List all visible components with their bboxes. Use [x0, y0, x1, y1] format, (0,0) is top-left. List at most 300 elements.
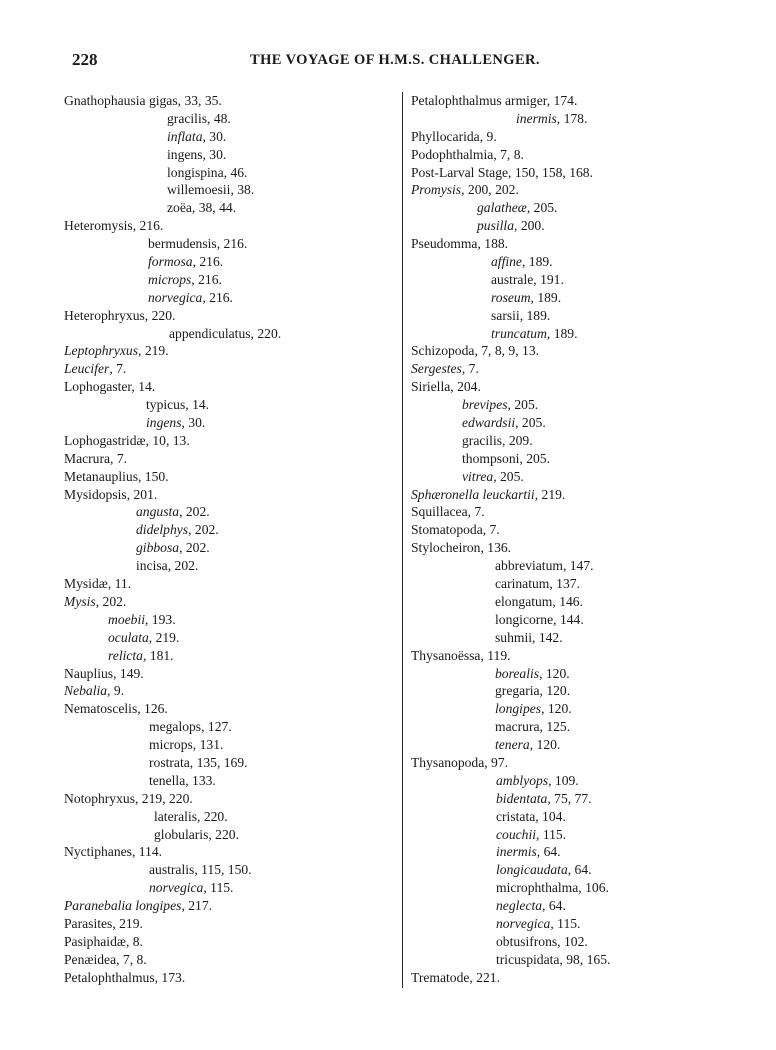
index-term: oculata [108, 629, 149, 645]
index-pages: , 191. [533, 271, 564, 287]
index-term: Notophryxus [64, 790, 135, 806]
index-term: Schizopoda [411, 343, 475, 359]
index-term: didelphys [136, 522, 189, 538]
index-pages: , 11. [107, 576, 132, 592]
index-term: inermis [496, 844, 537, 860]
index-pages: , 205. [526, 200, 558, 216]
index-pages: , 7. [467, 504, 485, 520]
column-divider [402, 92, 403, 988]
index-term: australis [149, 862, 195, 878]
index-pages: , 9. [479, 128, 497, 144]
index-entry [411, 557, 731, 575]
index-entry [64, 808, 394, 826]
index-pages: , 7, 8. [493, 146, 524, 162]
index-pages: , 106. [578, 880, 609, 896]
index-term: Parasites [64, 915, 113, 931]
index-entry [64, 503, 394, 521]
index-pages: , 216. [191, 271, 222, 287]
index-pages: , 135, 169. [189, 754, 248, 770]
index-pages: , 217. [181, 898, 213, 914]
index-entry [411, 772, 731, 790]
index-entry [411, 790, 731, 808]
index-pages: , 204. [450, 379, 481, 395]
index-term: Heterophryxus [64, 307, 145, 323]
index-term: amblyops [496, 772, 549, 788]
index-pages: , 219. [534, 486, 566, 502]
index-pages: , 64. [536, 844, 561, 860]
index-pages: , 131. [192, 737, 224, 753]
index-entry [411, 843, 731, 861]
index-entry [411, 235, 731, 253]
index-term: gracilis [167, 110, 208, 126]
index-pages: , 205. [519, 450, 550, 466]
index-entry [64, 146, 394, 164]
index-pages: , 75, 77. [547, 790, 592, 806]
index-pages: , 219. [112, 915, 143, 931]
index-pages: , 10, 13. [145, 432, 190, 448]
index-entry [411, 700, 731, 718]
index-entry [64, 110, 394, 128]
index-entry [64, 217, 394, 235]
index-entry [411, 289, 731, 307]
index-pages: , 115, 150. [194, 862, 252, 878]
index-term: Nebalia [64, 683, 108, 699]
index-term: couchii [496, 826, 537, 842]
index-entry [411, 342, 731, 360]
index-pages: , 126. [137, 701, 168, 717]
index-pages: , 202. [188, 522, 219, 538]
index-term: Siriella [411, 379, 451, 395]
index-term: formosa [148, 254, 193, 270]
index-term: elongatum [495, 593, 553, 609]
index-entry [411, 164, 731, 182]
index-term: relicta [108, 647, 143, 663]
index-pages: , 189. [521, 254, 553, 270]
index-pages: , 150. [138, 468, 169, 484]
index-pages: , 178. [556, 110, 588, 126]
index-term: pusilla [477, 218, 515, 234]
index-entry [411, 468, 731, 486]
index-pages: , 219. [148, 629, 180, 645]
index-entry [64, 199, 394, 217]
index-pages: , 136. [480, 540, 512, 556]
index-term: edwardsii [462, 415, 516, 431]
index-column-right [411, 92, 731, 987]
index-entry [411, 718, 731, 736]
index-entry [64, 307, 394, 325]
index-term: truncatum [491, 325, 547, 341]
index-entry [64, 611, 394, 629]
index-pages: , 205. [515, 415, 546, 431]
index-entry [411, 181, 731, 199]
index-entry [411, 199, 731, 217]
page-number: 228 [72, 50, 98, 69]
index-term: sarsii [491, 307, 520, 323]
index-pages: , 201. [126, 486, 158, 502]
index-pages: , 149. [113, 665, 144, 681]
index-pages: , 189. [519, 307, 551, 323]
index-entry [64, 128, 394, 146]
index-pages: , 119. [480, 647, 511, 663]
index-entry [411, 360, 731, 378]
index-term: rostrata [149, 754, 190, 770]
index-term: Promysis [411, 182, 462, 198]
index-term: ingens [167, 146, 203, 162]
index-entry [64, 432, 394, 450]
index-term: Stomatopoda [411, 522, 483, 538]
index-entry [64, 486, 394, 504]
index-term: suhmii [495, 629, 533, 645]
index-term: obtusifrons [496, 933, 558, 949]
index-pages: , 109. [548, 772, 579, 788]
index-entry [411, 325, 731, 343]
index-entry [64, 289, 394, 307]
index-entry [411, 879, 731, 897]
index-term: australe [491, 271, 534, 287]
index-pages: , 7, 8, 9, 13. [474, 343, 540, 359]
index-entry [411, 915, 731, 933]
index-entry [64, 843, 394, 861]
index-pages: , 120. [541, 701, 572, 717]
index-term: Nauplius [64, 665, 114, 681]
index-pages: , 64. [542, 898, 566, 914]
index-term: brevipes [462, 397, 508, 413]
index-pages: , 120. [539, 683, 571, 699]
index-entry [411, 396, 731, 414]
index-pages: , 221. [469, 969, 500, 985]
index-entry [64, 521, 394, 539]
index-term: ingens [146, 415, 182, 431]
index-pages: , 216. [202, 289, 233, 305]
index-term: Mysidæ [64, 576, 108, 592]
index-entry [411, 503, 731, 521]
index-pages: , 120. [529, 737, 561, 753]
index-entry [411, 647, 731, 665]
index-entry [64, 414, 394, 432]
index-pages: , 33, 35. [177, 93, 222, 108]
index-pages: , 144. [553, 611, 584, 627]
index-term: Lophogaster [64, 379, 132, 395]
index-pages: , 14. [131, 379, 156, 395]
index-entry [64, 647, 394, 665]
running-title: THE VOYAGE OF H.M.S. CHALLENGER. [250, 52, 540, 68]
index-entry [411, 826, 731, 844]
index-entry [411, 933, 731, 951]
index-entry [64, 665, 394, 683]
index-pages: , 202. [167, 558, 199, 574]
index-term: Stylocheiron [411, 540, 481, 556]
index-pages: , 220. [197, 808, 228, 824]
index-pages: , 216. [132, 218, 164, 234]
index-pages: , 114. [131, 844, 163, 860]
index-entry [64, 235, 394, 253]
index-term: Heteromysis [64, 218, 133, 234]
index-entry [411, 378, 731, 396]
index-term: appendiculatus [169, 325, 251, 341]
index-entry [64, 951, 394, 969]
index-pages: , 7. [110, 450, 128, 466]
index-pages: , 181. [142, 647, 174, 663]
index-entry [64, 360, 394, 378]
index-term: tenera [495, 737, 530, 753]
index-entry [411, 146, 731, 164]
index-term: borealis [495, 665, 540, 681]
index-entry [64, 539, 394, 557]
index-pages: , 216. [192, 254, 224, 270]
index-term: norvegica [149, 880, 204, 896]
index-pages: , 7. [461, 361, 479, 377]
index-term: gregaria [495, 683, 540, 699]
index-term: Metanauplius [64, 468, 138, 484]
index-term: Sergestes [411, 361, 462, 377]
index-term: roseum [491, 289, 531, 305]
index-entry [64, 164, 394, 182]
index-term: gibbosa [136, 540, 180, 556]
index-term: Thysanoëssa [411, 647, 481, 663]
index-pages: , 38, 44. [191, 200, 237, 216]
index-pages: , 127. [201, 719, 232, 735]
index-entry [411, 271, 731, 289]
index-term: moebii [108, 611, 145, 627]
index-pages: , 98, 165. [559, 951, 611, 967]
index-term: microphthalma [496, 880, 579, 896]
index-pages: , 200. [514, 218, 545, 234]
index-term: Trematode [411, 969, 470, 985]
index-term: Leptophryxus [64, 343, 139, 359]
index-pages: , 205. [507, 397, 539, 413]
index-term: tricuspidata [496, 951, 560, 967]
index-term: macrura [495, 719, 540, 735]
index-entry [64, 879, 394, 897]
index-entry [411, 110, 731, 128]
index-term: Leucifer [64, 361, 110, 377]
index-entry [64, 933, 394, 951]
index-term: Nyctiphanes [64, 844, 132, 860]
index-term: Mysidopsis [64, 486, 127, 502]
index-pages: , 146. [552, 593, 583, 609]
index-pages: , 219. [138, 343, 169, 359]
index-column-left [64, 92, 394, 987]
index-entry [411, 629, 731, 647]
page-header [0, 50, 776, 74]
index-entry [64, 700, 394, 718]
index-entry [64, 897, 394, 915]
index-entry [64, 790, 394, 808]
index-entry [411, 861, 731, 879]
index-entry [64, 342, 394, 360]
index-pages: , 220. [144, 307, 176, 323]
index-entry [411, 450, 731, 468]
index-term: Macrura [64, 450, 111, 466]
index-pages: , 120. [539, 665, 570, 681]
index-term: lateralis [154, 808, 198, 824]
index-pages: , 7, 8. [116, 951, 147, 967]
index-term: bidentata [496, 790, 548, 806]
index-term: Post-Larval Stage [411, 164, 509, 180]
index-entry [411, 414, 731, 432]
index-pages: , 30. [202, 128, 227, 144]
index-entry [64, 575, 394, 593]
index-pages: , 220. [250, 325, 282, 341]
index-term: bermudensis [148, 236, 217, 252]
index-term: typicus [146, 397, 186, 413]
index-term: gracilis [462, 432, 503, 448]
index-term: Thysanopoda [411, 754, 485, 770]
index-term: Mysis [64, 593, 96, 609]
index-pages: , 189. [530, 289, 562, 305]
index-term: inermis [516, 110, 557, 126]
index-entry [64, 682, 394, 700]
index-pages: , 64. [567, 862, 592, 878]
index-term: Sphæronella leuckartii [411, 486, 535, 502]
index-entry [64, 92, 394, 110]
index-term: angusta [136, 504, 180, 520]
index-term: affine [491, 254, 522, 270]
index-term: microps [149, 737, 193, 753]
index-pages: , 38. [230, 182, 255, 198]
index-pages: , 189. [546, 325, 578, 341]
index-term: longicaudata [496, 862, 568, 878]
index-pages: , 219, 220. [135, 790, 193, 806]
index-entry [64, 396, 394, 414]
index-entry [64, 629, 394, 647]
index-pages: , 30. [202, 146, 227, 162]
index-term: carinatum [495, 576, 550, 592]
index-pages: , 147. [562, 558, 594, 574]
index-entry [411, 593, 731, 611]
index-entry [411, 665, 731, 683]
index-term: Pasiphaidæ [64, 933, 126, 949]
index-pages: , 205. [493, 468, 524, 484]
index-pages: , 174. [546, 93, 578, 108]
index-entry [64, 450, 394, 468]
index-pages: , 48. [207, 110, 231, 126]
index-term: longispina [167, 164, 224, 180]
index-pages: , 188. [477, 236, 509, 252]
index-entry [64, 969, 394, 987]
index-term: norvegica [148, 289, 203, 305]
index-pages: , 220. [208, 826, 239, 842]
index-term: Gnathophausia gigas [64, 93, 178, 108]
index-entry [411, 486, 731, 504]
index-entry [411, 307, 731, 325]
index-term: Podophthalmia [411, 146, 494, 162]
index-term: Pseudomma [411, 236, 478, 252]
index-term: cristata [496, 808, 536, 824]
index-entry [411, 217, 731, 235]
index-term: megalops [149, 719, 202, 735]
index-term: galatheæ [477, 200, 527, 216]
index-entry [411, 432, 731, 450]
index-entry [411, 128, 731, 146]
index-term: incisa [136, 558, 168, 574]
index-pages: , 115. [550, 915, 581, 931]
index-pages: , 202. [95, 593, 127, 609]
index-entry [411, 754, 731, 772]
index-entry [411, 951, 731, 969]
index-entry [64, 861, 394, 879]
index-pages: , 102. [557, 933, 588, 949]
index-pages: , 142. [532, 629, 563, 645]
index-entry [64, 181, 394, 199]
index-term: longicorne [495, 611, 554, 627]
index-entry [411, 253, 731, 271]
index-pages: , 8. [125, 933, 143, 949]
index-pages: , 104. [535, 808, 566, 824]
index-pages: , 150, 158, 168. [508, 164, 593, 180]
index-term: tenella [149, 772, 186, 788]
index-term: vitrea [462, 468, 494, 484]
index-term: Paranebalia longipes [64, 898, 182, 914]
index-pages: , 137. [549, 576, 580, 592]
index-term: Penæidea [64, 951, 117, 967]
index-entry [64, 557, 394, 575]
index-entry [64, 271, 394, 289]
index-entry [64, 736, 394, 754]
index-pages: , 193. [145, 611, 176, 627]
index-entry [411, 969, 731, 987]
index-entry [64, 915, 394, 933]
index-term: Petalophthalmus armiger [411, 93, 547, 108]
index-entry [64, 325, 394, 343]
index-term: Squillacea [411, 504, 468, 520]
index-pages: , 133. [185, 772, 216, 788]
index-pages: , 202. [179, 504, 210, 520]
index-term: abbreviatum [495, 558, 563, 574]
index-entry [411, 611, 731, 629]
index-pages: , 7. [482, 522, 500, 538]
index-pages: , 97. [484, 754, 509, 770]
index-entry [64, 468, 394, 486]
index-entry [411, 682, 731, 700]
index-entry [64, 826, 394, 844]
index-entry [64, 754, 394, 772]
index-pages: , 115. [203, 880, 234, 896]
index-term: Petalophthalmus [64, 969, 155, 985]
index-term: Phyllocarida [411, 128, 480, 144]
index-term: norvegica [496, 915, 551, 931]
index-term: inflata [167, 128, 203, 144]
index-term: zoëa [167, 200, 192, 216]
index-entry [411, 521, 731, 539]
index-pages: , 173. [154, 969, 186, 985]
index-term: willemoesii [167, 182, 231, 198]
index-pages: , 125. [539, 719, 571, 735]
index-pages: , 14. [185, 397, 210, 413]
index-entry [64, 718, 394, 736]
index-pages: , 200, 202. [461, 182, 519, 198]
index-term: neglecta [496, 898, 543, 914]
index-entry [64, 593, 394, 611]
index-entry [411, 539, 731, 557]
index-term: longipes [495, 701, 542, 717]
index-entry [64, 772, 394, 790]
index-pages: , 7. [109, 361, 127, 377]
index-pages: , 202. [179, 540, 210, 556]
index-entry [64, 378, 394, 396]
index-pages: , 115. [536, 826, 567, 842]
index-entry [411, 808, 731, 826]
index-pages: , 46. [223, 164, 248, 180]
index-term: Lophogastridæ [64, 432, 146, 448]
index-term: microps [148, 271, 192, 287]
index-pages: , 216. [216, 236, 248, 252]
index-term: thompsoni [462, 450, 520, 466]
index-pages: , 9. [107, 683, 125, 699]
index-term: Nematoscelis [64, 701, 138, 717]
index-entry [411, 575, 731, 593]
index-pages: , 209. [502, 432, 533, 448]
